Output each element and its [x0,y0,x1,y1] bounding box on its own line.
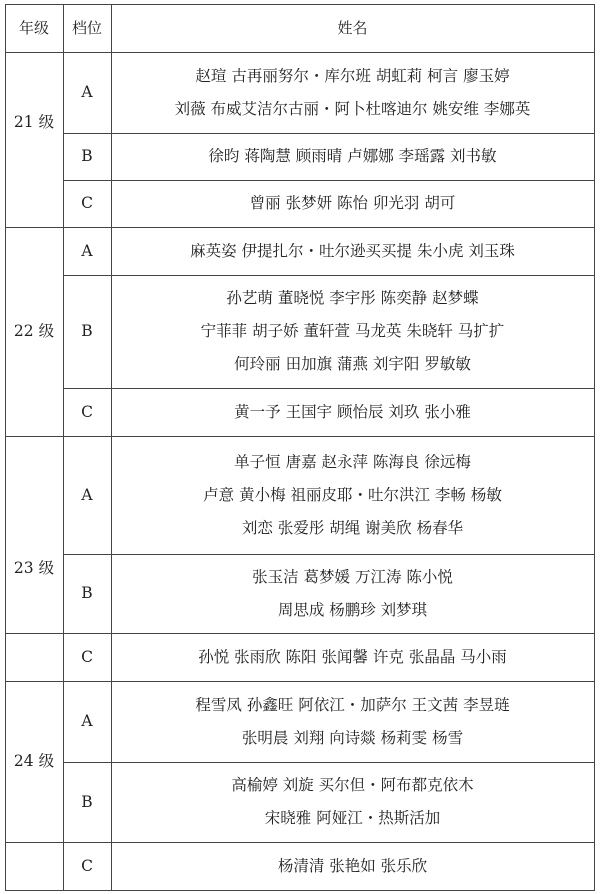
row-divider [63,133,595,134]
name-line: 徐昀 蒋陶慧 顾雨晴 卢娜娜 李瑶露 刘书敏 [208,147,497,165]
names-cell [111,52,594,133]
row-divider [63,436,595,437]
name-line: 宁菲菲 胡子娇 董轩萱 马龙英 朱晓轩 马扩扩 [200,322,505,340]
grade-divider [5,436,63,437]
tier-label: A [81,241,93,260]
header-tier [63,4,111,52]
grade-label: 23 级 [13,558,55,577]
tier-label: B [81,147,93,165]
names-cell [111,227,594,275]
name-line: 孙悦 张雨欣 陈阳 张闻馨 许克 张晶晶 马小雨 [198,647,507,666]
tier-label: C [81,856,93,875]
tier-cell [63,681,111,762]
tier-cell [63,554,111,633]
tier-cell [63,52,111,133]
tier-cell [63,180,111,227]
name-line: 张玉洁 葛梦媛 万江涛 陈小悦 [252,567,453,586]
tier-label: C [81,402,93,421]
tier-cell [63,633,111,681]
column-divider [63,4,64,891]
grade-divider [5,633,63,634]
tier-cell [63,436,111,554]
header-grade [5,4,63,52]
grade-cell [5,105,63,139]
names-cell [111,133,594,180]
names-cell [111,762,594,842]
header-names [111,4,594,52]
grade-label: 22 级 [13,321,55,340]
tier-cell [63,275,111,388]
names-cell [111,388,594,436]
names-cell [111,436,594,554]
header-names-label: 姓名 [337,18,368,37]
tier-label: A [81,485,93,504]
name-line: 杨清清 张艳如 张乐欣 [277,856,428,875]
name-line: 何玲丽 田加旗 蒲燕 刘宇阳 罗敏敏 [234,355,471,373]
tier-cell [63,227,111,275]
name-line: 张明晨 刘翔 向诗燚 杨莉雯 杨雪 [241,728,464,747]
name-line: 高榆婷 刘旋 买尔但・阿布都克依木 [231,776,474,794]
name-line: 孙艺萌 董晓悦 李宇彤 陈奕静 赵梦蝶 [226,289,479,307]
grade-divider [5,681,63,682]
name-line: 黄一予 王国宇 顾怡辰 刘玖 张小雅 [234,402,471,421]
grade-label: 24 级 [13,751,55,770]
grade-label: 21 级 [13,112,55,131]
tier-label: C [81,647,93,666]
name-line: 曾丽 张梦妍 陈怡 卯光羽 胡可 [249,194,456,212]
row-divider [63,554,595,555]
row-divider [63,762,595,763]
column-divider [111,4,112,891]
names-cell [111,681,594,762]
row-divider [63,227,595,228]
header-grade-label: 年级 [18,18,49,37]
border-bottom [5,890,595,891]
name-line: 麻英姿 伊提扎尔・吐尔逊买买提 朱小虎 刘玉珠 [190,241,515,260]
tier-label: B [81,792,93,811]
name-line: 程雪凤 孙鑫旺 阿依江・加萨尔 王文茜 李昱琏 [195,695,510,714]
grade-divider [5,227,63,228]
border-right [594,4,595,891]
name-line: 卢意 黄小梅 祖丽皮耶・吐尔洪江 李畅 杨敏 [203,485,502,504]
row-divider [63,180,595,181]
row-divider [63,681,595,682]
name-line: 周思成 杨鹏珍 刘梦琪 [277,600,428,619]
grade-cell [5,744,63,778]
tier-label: B [81,322,93,340]
tier-cell [63,133,111,180]
grade-cell [5,314,63,348]
names-cell [111,554,594,633]
tier-cell [63,388,111,436]
row-divider [63,275,595,276]
grade-cell [5,551,63,585]
names-cell [111,180,594,227]
tier-label: A [81,83,93,101]
names-cell [111,275,594,388]
border-left [5,4,6,891]
header-tier-label: 档位 [71,18,102,37]
border-top [5,4,595,5]
row-divider [63,842,595,843]
tier-label: B [81,584,93,602]
names-cell [111,633,594,681]
name-line: 刘恋 张爱彤 胡绳 谢美欣 杨春华 [241,518,464,537]
name-line: 赵瑄 古再丽努尔・库尔班 胡虹莉 柯言 廖玉婷 [195,66,510,85]
header-divider [5,52,595,53]
name-line: 单子恒 唐嘉 赵永萍 陈海良 徐远梅 [234,452,471,471]
grade-divider [5,842,63,843]
tier-label: C [81,194,93,212]
tier-cell [63,842,111,890]
names-cell [111,842,594,890]
row-divider [63,633,595,634]
name-line: 宋晓雅 阿娅江・热斯活加 [264,809,441,827]
tier-cell [63,762,111,842]
tier-label: A [81,712,93,730]
row-divider [63,388,595,389]
name-line: 刘薇 布威艾洁尔古丽・阿卜杜喀迪尔 姚安维 李娜英 [174,99,531,118]
